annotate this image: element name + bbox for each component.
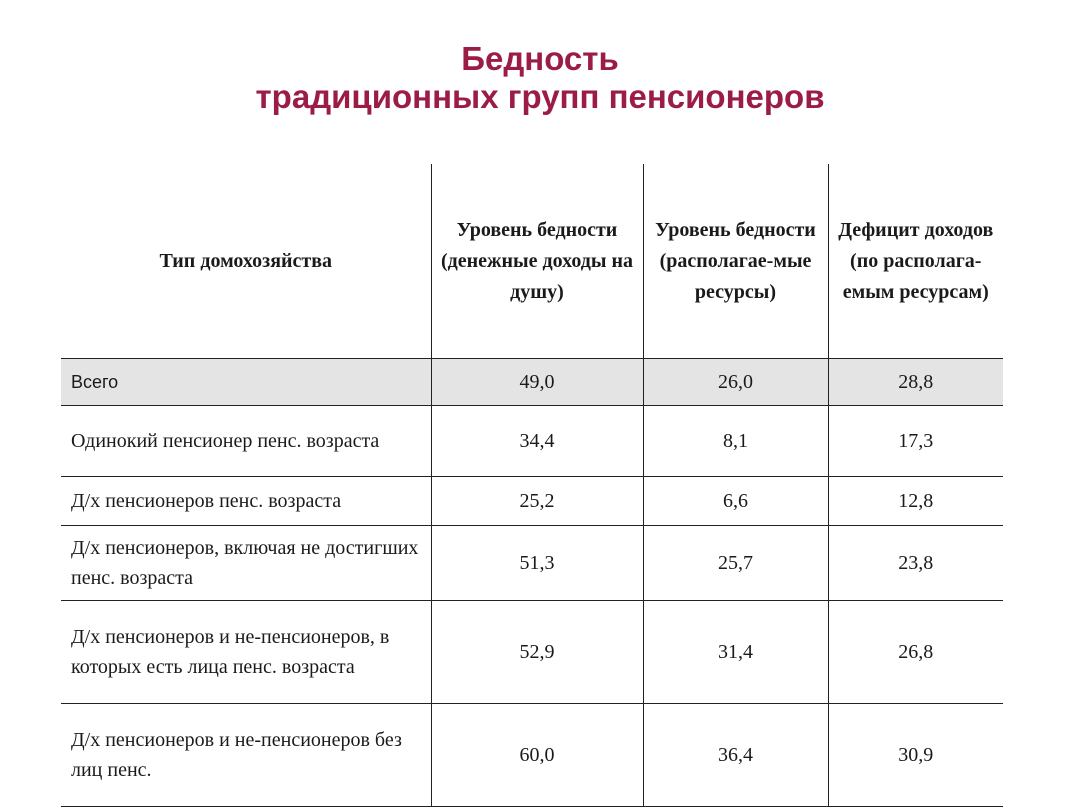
title-line-1: Бедность [461, 40, 619, 77]
poverty-table [61, 164, 1003, 807]
cell-value: 6,6 [643, 477, 828, 526]
cell-value: 51,3 [431, 526, 643, 601]
table-row [61, 526, 1003, 601]
cell-value: 8,1 [643, 406, 828, 477]
cell-value: 12,8 [828, 477, 1003, 526]
cell-value: 36,4 [643, 704, 828, 807]
header-income-deficit: Дефицит доходов (по располага-емым ресурсам) [828, 164, 1003, 359]
table-row [61, 359, 1003, 406]
table-row [61, 477, 1003, 526]
header-household-type: Тип домохозяйства [61, 164, 431, 359]
cell-value: 26,0 [643, 359, 828, 406]
row-label: Д/х пенсионеров, включая не достигших пенс. возраста [61, 526, 431, 601]
cell-value: 31,4 [643, 601, 828, 704]
table-row [61, 406, 1003, 477]
cell-value: 60,0 [431, 704, 643, 807]
cell-value: 52,9 [431, 601, 643, 704]
cell-value: 17,3 [828, 406, 1003, 477]
header-poverty-disposable-resources: Уровень бедности (располагае-мые ресурсы) [643, 164, 828, 359]
slide-title [0, 40, 1080, 116]
table-row [61, 704, 1003, 807]
cell-value: 28,8 [828, 359, 1003, 406]
table-row [61, 601, 1003, 704]
cell-value: 25,7 [643, 526, 828, 601]
header-poverty-money-income: Уровень бедности (денежные доходы на душу) [431, 164, 643, 359]
row-label: Д/х пенсионеров и не-пенсионеров, в которых есть лица пенс. возраста [61, 601, 431, 704]
title-line-2: традиционных групп пенсионеров [255, 78, 825, 115]
cell-value: 23,8 [828, 526, 1003, 601]
row-label: Д/х пенсионеров и не-пенсионеров без лиц пенс. [61, 704, 431, 807]
row-label: Д/х пенсионеров пенс. возраста [61, 477, 431, 526]
table-header-row [61, 164, 1003, 359]
cell-value: 25,2 [431, 477, 643, 526]
cell-value: 34,4 [431, 406, 643, 477]
cell-value: 30,9 [828, 704, 1003, 807]
row-label: Всего [61, 359, 431, 406]
row-label: Одинокий пенсионер пенс. возраста [61, 406, 431, 477]
cell-value: 26,8 [828, 601, 1003, 704]
cell-value: 49,0 [431, 359, 643, 406]
